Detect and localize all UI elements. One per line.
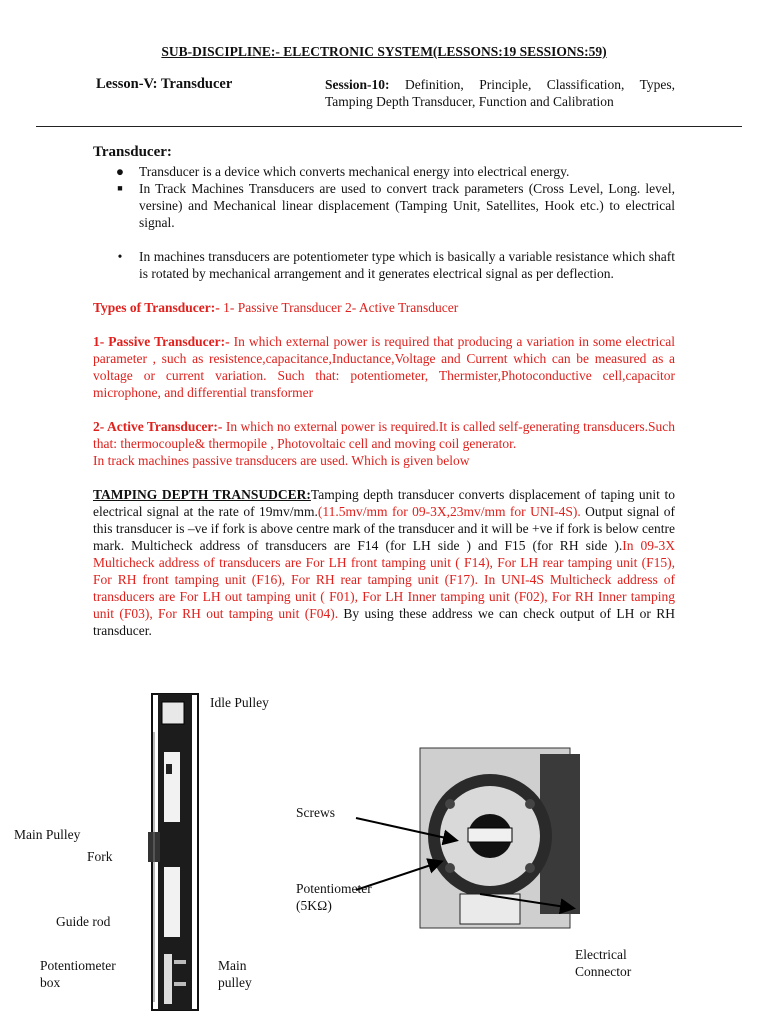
passive-text: In which external power is required that producing a variation in some electrical parameter , such as resistence,capacitance,Inductance,Voltage and Current which can be measured as a voltage or current variation. Such that: potentiometer, Thermister,Photoconductive cell,capacitor microphone, and differential transformer — [93, 334, 675, 400]
active-label: 2- Active Transducer:- — [93, 419, 223, 434]
label-main-pulley-left: Main Pulley — [14, 827, 81, 842]
list-item: • In machines transducers are potentiometer type which is basically a variable resistance which shaft is rotated by mechanical arrangement and it generates electrical signal as per deflection. — [93, 248, 675, 282]
main-content — [93, 144, 675, 639]
passive-used-line: In track machines passive transducers are used. Which is given below — [93, 453, 470, 468]
session-text: Definition, Principle, Classification, Types, Tamping Depth Transducer, Function and Calibration — [325, 77, 675, 109]
lesson-title: Lesson-V: Transducer — [96, 76, 233, 92]
label-pot-box: Potentiometer box — [40, 958, 116, 990]
label-idle-pulley: Idle Pulley — [210, 695, 269, 710]
tdt-paragraph: TAMPING DEPTH TRANSUDCER:Tamping depth transducer converts displacement of taping unit to electrical signal at the rate of 19mv/mm.(11.5mv/mm for 09-3X,23mv/mm for UNI-4S). Output signal of this transducer is –ve if fork is above centre mark of the transducer and it will be +ve if fork is below centre mark. Multicheck address of transducers are F14 (for LH side ) and F15 (for RH side ).In 09-3X Multicheck address of transducers are For LH front tamping unit ( F14), For LH rear tamping unit (F15), For RH front tamping unit (F16), For RH rear tamping unit (F17). In UNI-4S Multicheck address of transducers are For LH out tamping unit ( F01), For LH Inner tamping unit (F02), For RH Inner tamping unit (F03), For RH out tamping unit (F04). By using these address we can check output of LH or RH transducer. — [93, 487, 676, 638]
list-item: ■ In Track Machines Transducers are used to convert track parameters (Cross Level, Long. level, versine) and Mechanical linear displacement (Tamping Unit, Satellites, Hook etc.) to electrical signal. — [93, 180, 675, 231]
types-line — [93, 299, 675, 316]
bullet-dot-icon: • — [117, 249, 123, 264]
bullet-dot-icon: ● — [115, 164, 125, 179]
types-label: Types of Transducer:- — [93, 300, 220, 315]
active-text: In which no external power is required.It is called self-generating transducers.Such that: thermocouple& thermopile , Photovoltaic cell and moving coil generator. — [93, 419, 675, 451]
label-guide-rod: Guide rod — [56, 914, 111, 929]
session-label: Session-10: — [325, 77, 390, 92]
bullet-square-icon: ■ — [117, 183, 123, 193]
types-values: 1- Passive Transducer 2- Active Transducer — [219, 300, 459, 315]
label-connector: Electrical Connector — [575, 947, 632, 979]
bullet-list — [93, 163, 675, 282]
divider — [36, 126, 742, 127]
label-fork: Fork — [87, 849, 113, 864]
session-info — [325, 76, 675, 110]
transducer-heading: Transducer: — [93, 144, 172, 160]
active-paragraph — [93, 418, 675, 452]
page-header: SUB-DISCIPLINE:- ELECTRONIC SYSTEM(LESSONS:19 SESSIONS:59) — [161, 44, 607, 59]
spacer — [93, 231, 675, 248]
label-screws: Screws — [296, 805, 335, 820]
passive-paragraph — [93, 333, 675, 401]
connector-arrow — [480, 894, 572, 908]
tdt-heading: TAMPING DEPTH TRANSUDCER: — [93, 487, 311, 502]
list-item: ● Transducer is a device which converts mechanical energy into electrical energy. — [115, 164, 570, 179]
screws-arrow — [356, 818, 455, 840]
label-main-pulley-bottom: Main pulley — [218, 958, 252, 990]
label-potentiometer: Potentiometer (5KΩ) — [296, 881, 372, 913]
passive-label: 1- Passive Transducer:- — [93, 334, 230, 349]
transducer-rail-image — [140, 692, 212, 1012]
